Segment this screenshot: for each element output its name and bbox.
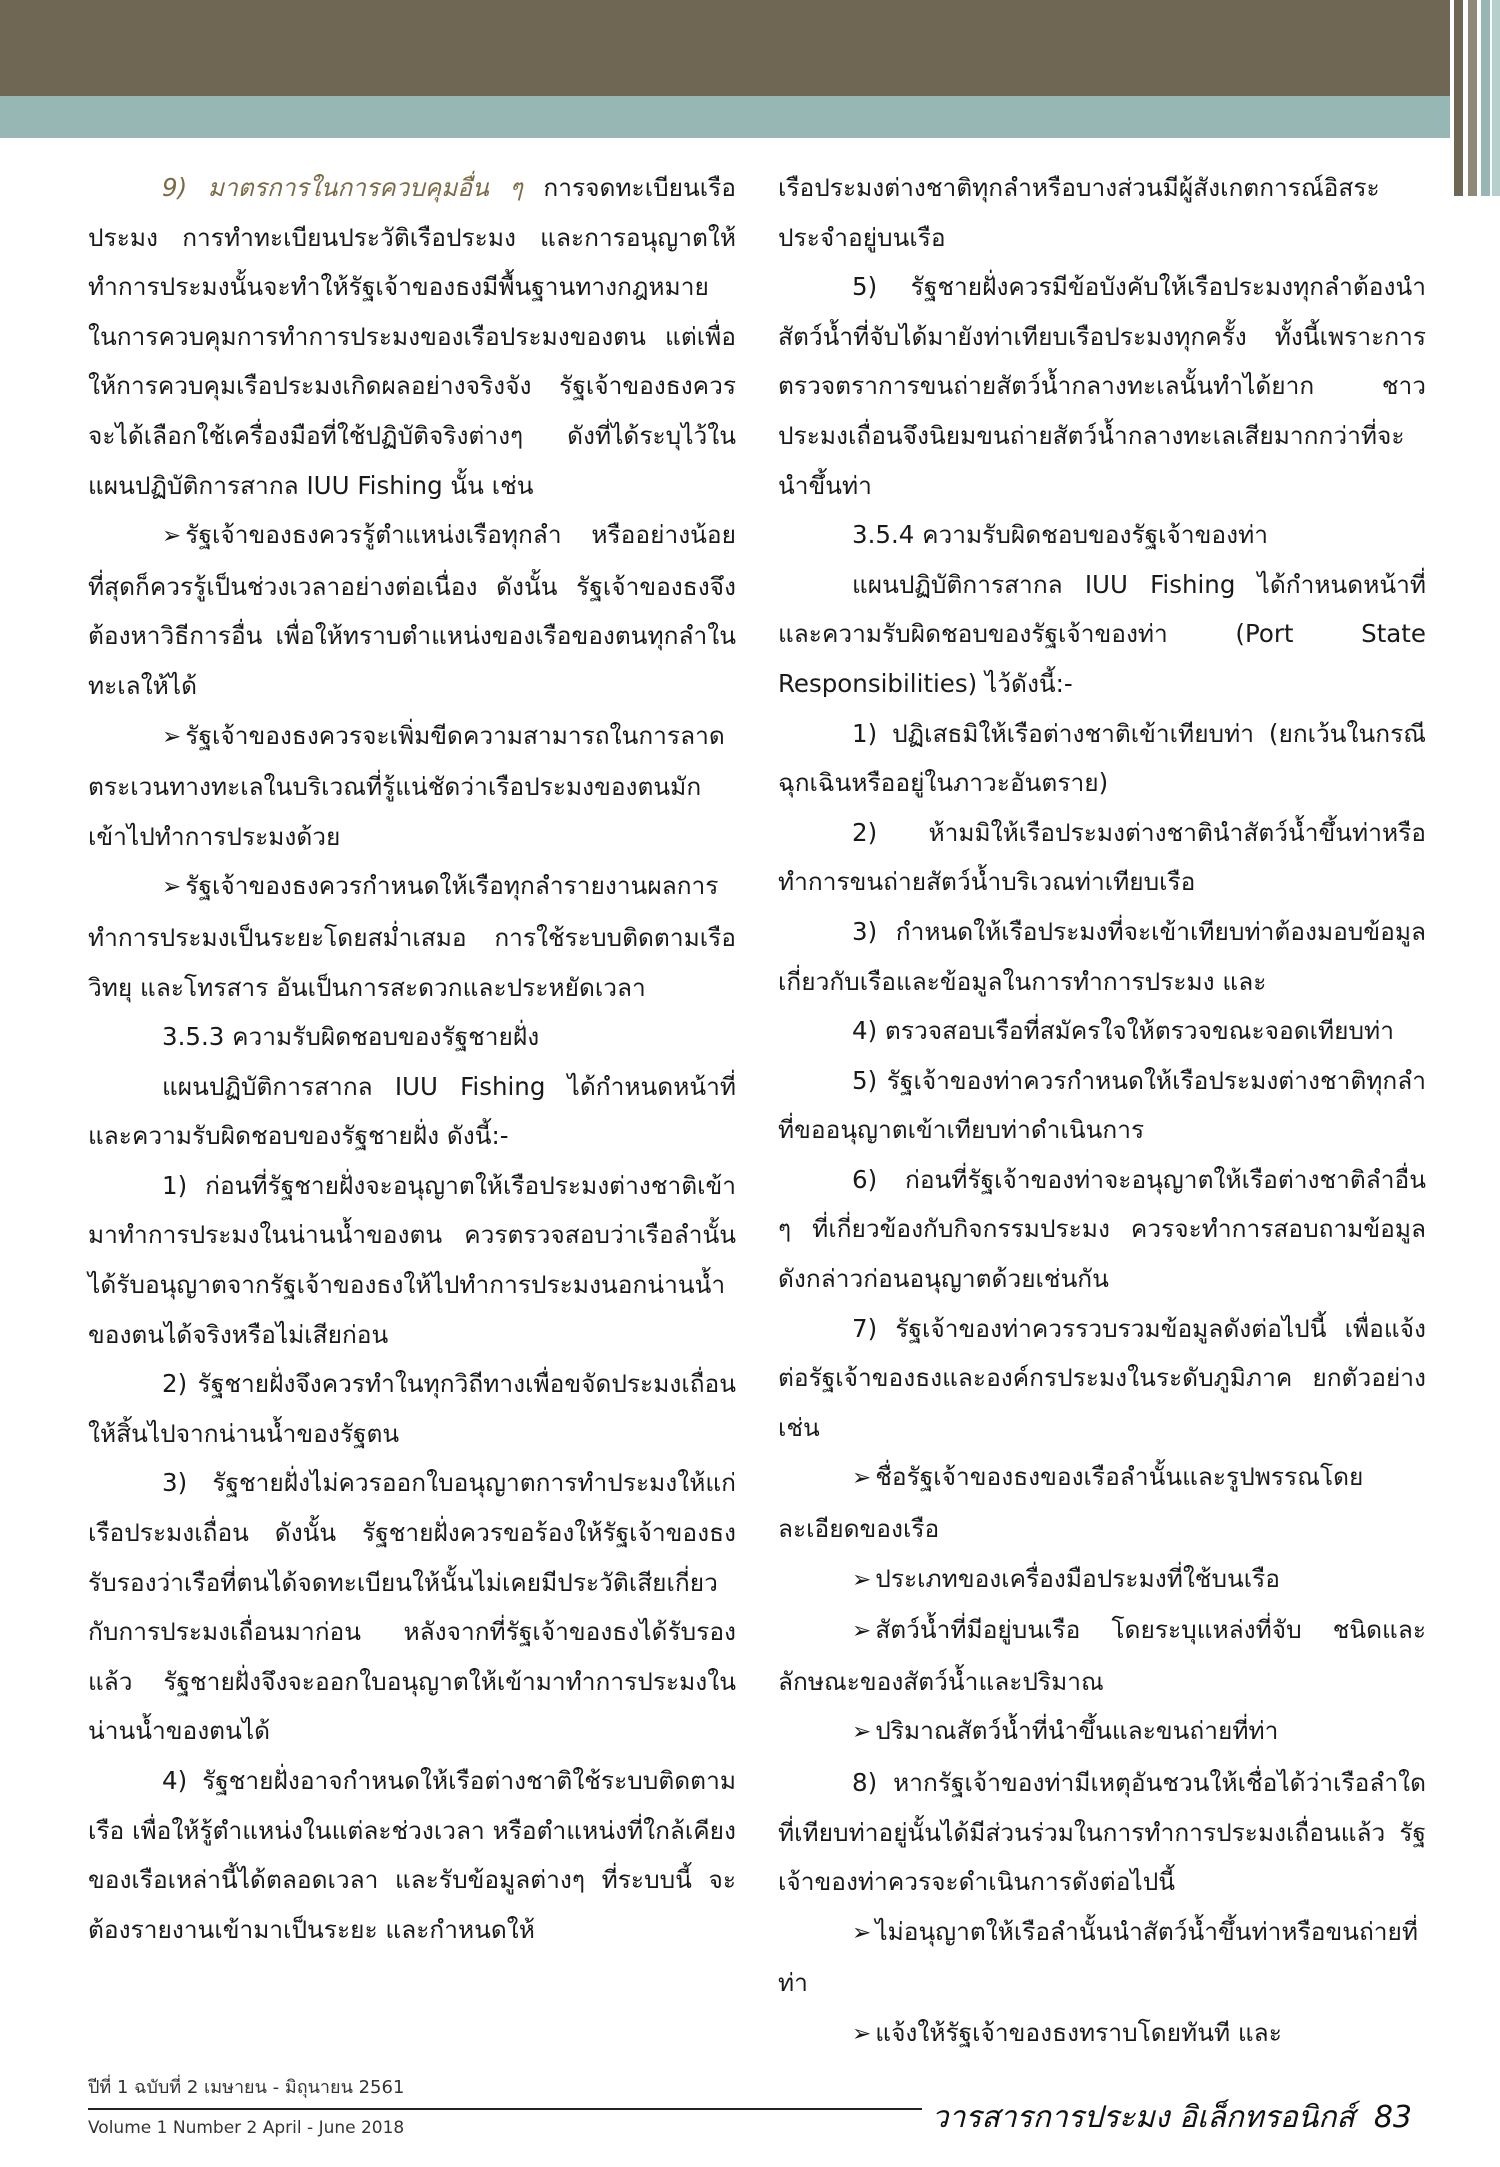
bullet-item: ➢ ประเภทของเครื่องมือประมงที่ใช้บนเรือ [852, 1563, 1280, 1593]
numbered-item: 2) ห้ามมิให้เรือประมงต่างชาตินำสัตว์น้ำขึ้นท่าหรือทำการขนถ่ายสัตว์น้ำบริเวณท่าเทียบเรือ [778, 817, 1426, 897]
bullet-item: ➢ รัฐเจ้าของธงควรจะเพิ่มขีดความสามารถในการลาดตระเวนทางทะเลในบริเวณที่รู้แน่ชัดว่าเรือประมงของตนมักเข้าไปทำการประมงด้วย [88, 720, 725, 851]
numbered-item: 4) รัฐชายฝั่งอาจกำหนดให้เรือต่างชาติใช้ระบบติดตามเรือ เพื่อให้รู้ตำแหน่งในแต่ละช่วงเวลา หรือตำแหน่งที่ใกล้เคียงของเรือเหล่านี้ได้ตลอดเวลา และรับข้อมูลต่างๆ ที่ระบบนี้ จะต้องรายงานเข้ามาเป็นระยะ และกำหนดให้ [88, 1766, 736, 1944]
arrow-bullet-icon: ➢ [852, 1618, 872, 1645]
numbered-item: 3) กำหนดให้เรือประมงที่จะเข้าเทียบท่าต้องมอบข้อมูลเกี่ยวกับเรือและข้อมูลในการทำการประมง และ [778, 916, 1426, 996]
bullet-item: ➢ รัฐเจ้าของธงควรรู้ตำแหน่งเรือทุกลำ หรืออย่างน้อยที่สุดก็ควรรู้เป็นช่วงเวลาอย่างต่อเนื่อง ดังนั้น รัฐเจ้าของธงจึงต้องหาวิธีการอื่น เพื่อให้ทราบตำแหน่งของเรือของตนทุกลำในทะเลให้ได้ [88, 520, 736, 700]
paragraph-plan: แผนปฏิบัติการสากล IUU Fishing ได้กำหนดหน้าที่และความรับผิดชอบของรัฐเจ้าของท่า (Port State Responsibilities) ไว้ดังนี้:- [778, 569, 1426, 698]
arrow-bullet-icon: ➢ [852, 1719, 872, 1746]
issue-info-english: Volume 1 Number 2 April - June 2018 [88, 2118, 405, 2138]
arrow-bullet-icon: ➢ [852, 2020, 872, 2047]
bullet-item: ➢ ปริมาณสัตว์น้ำที่นำขึ้นและขนถ่ายที่ท่า [852, 1716, 1279, 1746]
numbered-item: 7) รัฐเจ้าของท่าควรรวบรวมข้อมูลดังต่อไปนี้ เพื่อแจ้งต่อรัฐเจ้าของธงและองค์กรประมงในระดับภูมิภาค ยกตัวอย่างเช่น [778, 1313, 1426, 1442]
paragraph-continuation: เรือประมงต่างชาติทุกลำหรือบางส่วนมีผู้สังเกตการณ์อิสระประจำอยู่บนเรือ [778, 173, 1380, 252]
numbered-item: 3) รัฐชายฝั่งไม่ควรออกใบอนุญาตการทำประมงให้แก่เรือประมงเถื่อน ดังนั้น รัฐชายฝั่งควรขอร้องให้รัฐเจ้าของธงรับรองว่าเรือที่ตนได้จดทะเบียนให้นั้นไม่เคยมีประวัติเสียเกี่ยวกับการประมงเถื่อนมาก่อน หลังจากที่รัฐเจ้าของธงได้รับรองแล้ว รัฐชายฝั่งจึงจะออกใบอนุญาตให้เข้ามาทำการประมงในน่านน้ำของตนได้ [88, 1468, 736, 1746]
corner-bar [1468, 0, 1477, 196]
numbered-item: 2) รัฐชายฝั่งจึงควรทำในทุกวิถีทางเพื่อขจัดประมงเถื่อนให้สิ้นไปจากน่านน้ำของรัฐตน [88, 1369, 736, 1448]
bullet-item: ➢ สัตว์น้ำที่มีอยู่บนเรือ โดยระบุแหล่งที่จับ ชนิดและลักษณะของสัตว์น้ำและปริมาณ [778, 1615, 1426, 1696]
corner-bar [1481, 0, 1490, 196]
paragraph-measures [88, 163, 736, 510]
bullet-item: ➢ แจ้งให้รัฐเจ้าของธงทราบโดยทันที และ [852, 2017, 1282, 2047]
bullet-item: ➢ ชื่อรัฐเจ้าของธงของเรือลำนั้นและรูปพรรณโดยละเอียดของเรือ [778, 1462, 1364, 1544]
numbered-item: 5) รัฐเจ้าของท่าควรกำหนดให้เรือประมงต่างชาติทุกลำที่ขออนุญาตเข้าเทียบท่าดำเนินการ [778, 1065, 1426, 1145]
bullet-item: ➢ รัฐเจ้าของธงควรกำหนดให้เรือทุกลำรายงานผลการทำการประมงเป็นระยะโดยสม่ำเสมอ การใช้ระบบติดตามเรือ วิทยุ และโทรสาร อันเป็นการสะดวกและประหยัดเวลา [88, 871, 736, 1002]
journal-title [922, 2094, 1412, 2141]
journal-name: วารสารการประมง อิเล็กทรอนิกส์ [931, 2100, 1355, 2135]
corner-decoration [1450, 0, 1500, 196]
numbered-item: 5) รัฐชายฝั่งควรมีข้อบังคับให้เรือประมงทุกลำต้องนำสัตว์น้ำที่จับได้มายังท่าเทียบเรือประมงทุกครั้ง ทั้งนี้เพราะการตรวจตราการขนถ่ายสัตว์น้ำกลางทะเลนั้นทำได้ยาก ชาวประมงเถื่อนจึงนิยมขนถ่ายสัตว์น้ำกลางทะเลเสียมากกว่าที่จะนำขึ้นท่า [778, 272, 1426, 500]
page-number: 83 [1373, 2100, 1412, 2135]
paragraph-plan: แผนปฏิบัติการสากล IUU Fishing ได้กำหนดหน้าที่และความรับผิดชอบของรัฐชายฝั่ง ดังนี้:- [88, 1071, 736, 1151]
numbered-item: 1) ปฏิเสธมิให้เรือต่างชาติเข้าเทียบท่า (ยกเว้นในกรณีฉุกเฉินหรืออยู่ในภาวะอันตราย) [778, 718, 1426, 798]
numbered-item: 8) หากรัฐเจ้าของท่ามีเหตุอันชวนให้เชื่อได้ว่าเรือลำใดที่เทียบท่าอยู่นั้นได้มีส่วนร่วมในการทำการประมงเถื่อนแล้ว รัฐเจ้าของท่าควรจะดำเนินการดังต่อไปนี้ [778, 1768, 1426, 1897]
section-emphasis: 9) มาตรการในการควบคุมอื่น ๆ [162, 173, 523, 202]
arrow-bullet-icon: ➢ [852, 1566, 872, 1593]
header-band [0, 0, 1500, 96]
arrow-bullet-icon: ➢ [162, 723, 182, 750]
paragraph-text: การจดทะเบียนเรือประมง การทำทะเบียนประวัติเรือประมง และการอนุญาตให้ทำการประมงนั้นจะทำให้รัฐเจ้าของธงมีพื้นฐานทางกฎหมาย ในการควบคุมการทำการประมงของเรือประมงของตน แต่เพื่อให้การควบคุมเรือประมงเกิดผลอย่างจริงจัง รัฐเจ้าของธงควรจะได้เลือกใช้เครื่องมือที่ใช้ปฏิบัติจริงต่างๆ ดังที่ได้ระบุไว้ในแผนปฏิบัติการสากล IUU Fishing นั้น เช่น [88, 173, 736, 500]
page-footer [88, 2072, 1430, 2152]
header-accent-band [0, 96, 1500, 138]
left-column [88, 163, 736, 1954]
arrow-bullet-icon: ➢ [852, 1919, 872, 1946]
corner-bar [1492, 0, 1500, 196]
section-heading-3-5-3: 3.5.3 ความรับผิดชอบของรัฐชายฝั่ง [162, 1022, 540, 1052]
numbered-item: 6) ก่อนที่รัฐเจ้าของท่าจะอนุญาตให้เรือต่างชาติลำอื่น ๆ ที่เกี่ยวข้องกับกิจกรรมประมง ควรจะทำการสอบถามข้อมูลดังกล่าวก่อนอนุญาตด้วยเช่นกัน [778, 1164, 1426, 1294]
numbered-item: 4) ตรวจสอบเรือที่สมัครใจให้ตรวจขณะจอดเทียบท่า [852, 1016, 1394, 1046]
arrow-bullet-icon: ➢ [162, 523, 182, 550]
corner-bar [1454, 0, 1463, 196]
issue-info-thai: ปีที่ 1 ฉบับที่ 2 เมษายน - มิถุนายน 2561 [88, 2077, 405, 2098]
section-heading-3-5-4: 3.5.4 ความรับผิดชอบของรัฐเจ้าของท่า [852, 520, 1268, 550]
right-column [778, 163, 1426, 2060]
arrow-bullet-icon: ➢ [852, 1465, 872, 1492]
bullet-item: ➢ ไม่อนุญาตให้เรือลำนั้นนำสัตว์น้ำขึ้นท่าหรือขนถ่ายที่ท่า [778, 1916, 1419, 1998]
arrow-bullet-icon: ➢ [162, 874, 182, 901]
numbered-item: 1) ก่อนที่รัฐชายฝั่งจะอนุญาตให้เรือประมงต่างชาติเข้ามาทำการประมงในน่านน้ำของตน ควรตรวจสอบว่าเรือลำนั้นได้รับอนุญาตจากรัฐเจ้าของธงให้ไปทำการประมงนอกน่านน้ำของตนได้จริงหรือไม่เสียก่อน [88, 1170, 736, 1349]
